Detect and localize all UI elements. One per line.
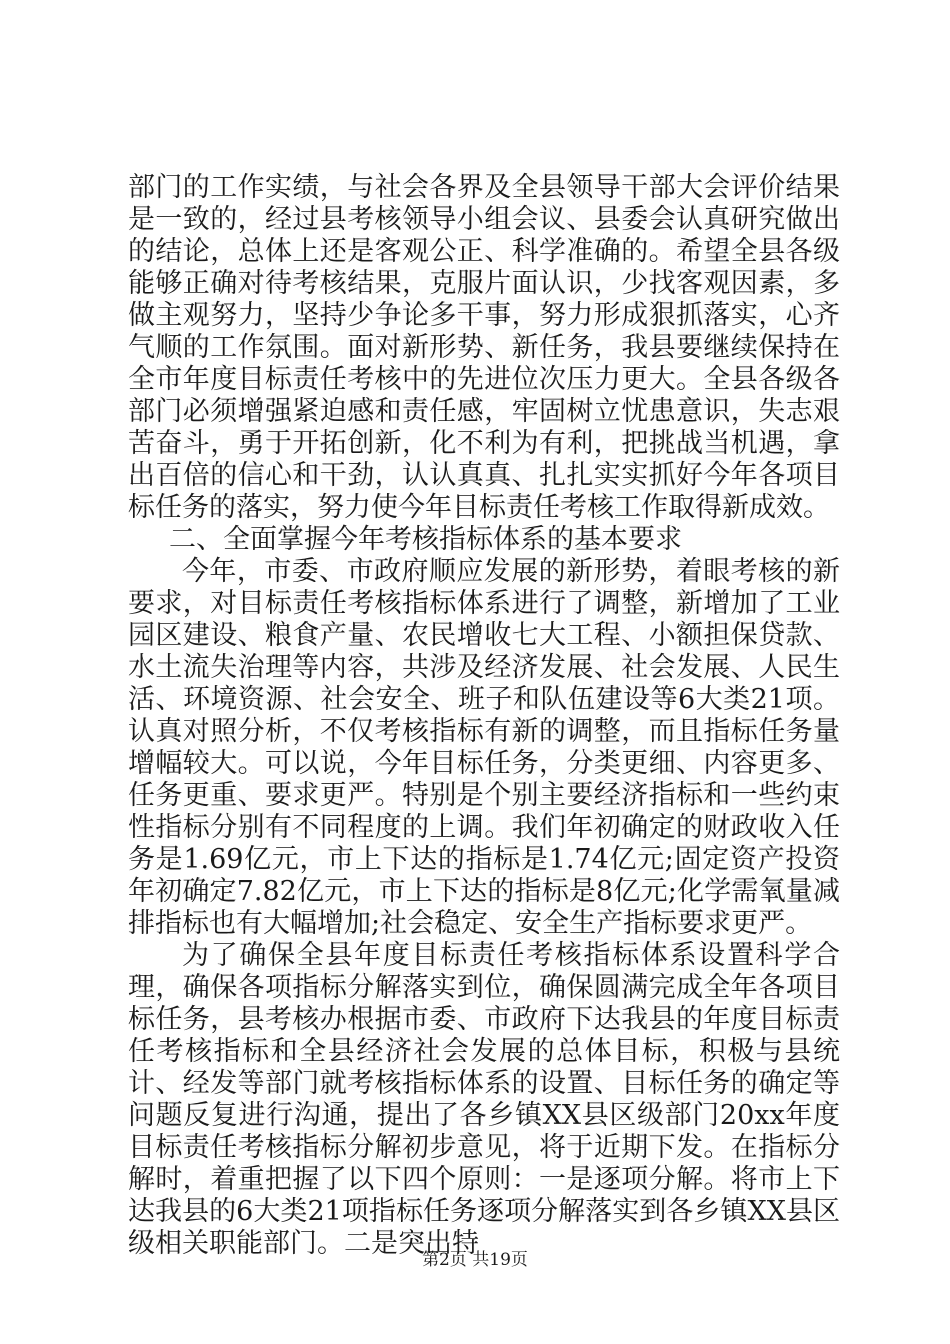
paragraph-continuation: 部门的工作实绩，与社会各界及全县领导干部大会评价结果是一致的，经过县考核领导小组会议、县委会认真研究做出的结论，总体上还是客观公正、科学准确的。希望全县各级能够正确对待考核结果，克服片面认识，少找客观因素，多做主观努力，坚持少争论多干事，努力形成狠抓落实，心齐气顺的工作氛围。面对新形势、新任务，我县要继续保持在全市年度目标责任考核中的先进位次压力更大。全县各级各部门必须增强紧迫感和责任感，牢固树立忧患意识，失志艰苦奋斗，勇于开拓创新，化不利为有利，把挑战当机遇，拿出百倍的信心和干劲，认认真真、扎扎实实抓好今年各项目标任务的落实，努力使今年目标责任考核工作取得新成效。 — [128, 172, 840, 523]
paragraph: 为了确保全县年度目标责任考核指标体系设置科学合理，确保各项指标分解落实到位，确保圆满完成全年各项目标任务，县考核办根据市委、市政府下达我县的年度目标责任考核指标和全县经济社会发展的总体目标，积极与县统计、经发等部门就考核指标体系的设置、目标任务的确定等问题反复进行沟通，提出了各乡镇XX县区级部门20xx年度目标责任考核指标分解初步意见，将于近期下发。在指标分解时，着重把握了以下四个原则：一是逐项分解。将市上下达我县的6大类21项指标任务逐项分解落实到各乡镇XX县区级相关职能部门。二是突出特 — [128, 940, 840, 1259]
body-text — [128, 172, 840, 1260]
paragraph: 今年，市委、市政府顺应发展的新形势，着眼考核的新要求，对目标责任考核指标体系进行了调整，新增加了工业园区建设、粮食产量、农民增收七大工程、小额担保贷款、水土流失治理等内容，共涉及经济发展、社会发展、人民生活、环境资源、社会安全、班子和队伍建设等6大类21项。认真对照分析，不仅考核指标有新的调整，而且指标任务量增幅较大。可以说，今年目标任务，分类更细、内容更多、任务更重、要求更严。特别是个别主要经济指标和一些约束性指标分别有不同程度的上调。我们年初确定的财政收入任务是1.69亿元，市上下达的指标是1.74亿元;固定资产投资年初确定7.82亿元，市上下达的指标是8亿元;化学需氧量减排指标也有大幅增加;社会稳定、安全生产指标要求更严。 — [128, 556, 840, 939]
section-heading: 二、全面掌握今年考核指标体系的基本要求 — [169, 524, 682, 555]
page-footer: 第2页 共19页 — [422, 1250, 528, 1270]
